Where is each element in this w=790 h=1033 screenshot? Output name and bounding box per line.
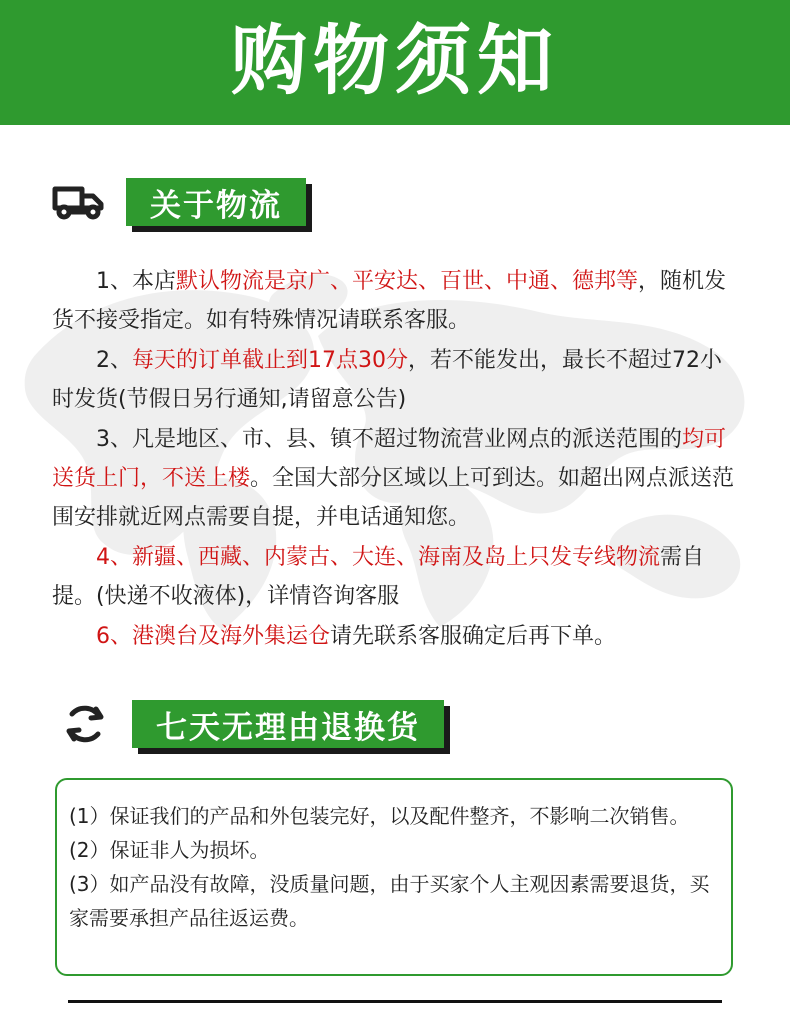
shipping-paragraph-5-segment-1: 6、港澳台及海外集运仓 xyxy=(96,623,330,649)
shipping-section-header xyxy=(50,178,306,226)
shipping-paragraph-1-segment-1: 1、本店 xyxy=(96,269,176,294)
shipping-paragraph-4-segment-2: 需自提。(快递不收液体)，详情咨询客服 xyxy=(52,544,705,610)
shipping-paragraph-3-segment-2: 均可送货上门，不送上楼 xyxy=(52,426,727,492)
shipping-paragraph-3-segment-3: 。全国大部分区域以上可到达。如超出网点派送范围安排就近网点需要自提，并电话通知您。 xyxy=(52,466,735,531)
truck-icon xyxy=(50,179,108,225)
page-banner xyxy=(0,0,790,125)
shipping-paragraph-5 xyxy=(52,617,742,656)
shipping-title-badge xyxy=(126,178,306,226)
shipping-paragraph-4 xyxy=(52,538,742,617)
shipping-info xyxy=(52,262,742,656)
return-condition-1: (1）保证我们的产品和外包装完好，以及配件整齐，不影响二次销售。 xyxy=(69,804,690,828)
returns-title-badge xyxy=(132,700,444,748)
page-title: 购物须知 xyxy=(231,15,559,105)
refresh-icon xyxy=(56,701,114,747)
shipping-paragraph-3-segment-1: 3、凡是地区、市、县、镇不超过物流营业网点的派送范围的 xyxy=(96,426,682,452)
shipping-paragraph-3 xyxy=(52,420,742,538)
returns-title: 七天无理由退换货 xyxy=(132,700,444,748)
shipping-title: 关于物流 xyxy=(126,178,306,226)
shipping-paragraph-2-segment-1: 2、 xyxy=(96,347,132,373)
shipping-paragraph-1-segment-2: 默认物流是京广、平安达、百世、中通、德邦等 xyxy=(176,269,639,294)
returns-section-header xyxy=(56,700,444,748)
shipping-paragraph-2 xyxy=(52,341,742,420)
bottom-divider xyxy=(68,1000,722,1003)
returns-info-box xyxy=(55,778,733,976)
return-condition-2: (2）保证非人为损坏。 xyxy=(69,838,270,862)
shipping-paragraph-2-segment-3: ，若不能发出，最长不超过72小时发货(节假日另行通知,请留意公告) xyxy=(52,347,722,413)
shipping-paragraph-2-segment-2: 每天的订单截止到17点30分 xyxy=(132,347,408,373)
shipping-paragraph-5-segment-2: 请先联系客服确定后再下单。 xyxy=(330,623,617,649)
shipping-paragraph-1 xyxy=(52,262,742,341)
shipping-paragraph-4-segment-1: 4、新疆、西藏、内蒙古、大连、海南及岛上只发专线物流 xyxy=(96,544,660,570)
shipping-paragraph-1-segment-3: ，随机发货不接受指定。如有特殊情况请联系客服。 xyxy=(52,269,727,334)
return-condition-3: (3）如产品没有故障，没质量问题，由于买家个人主观因素需要退货，买家需要承担产品往返运费。 xyxy=(69,872,710,930)
